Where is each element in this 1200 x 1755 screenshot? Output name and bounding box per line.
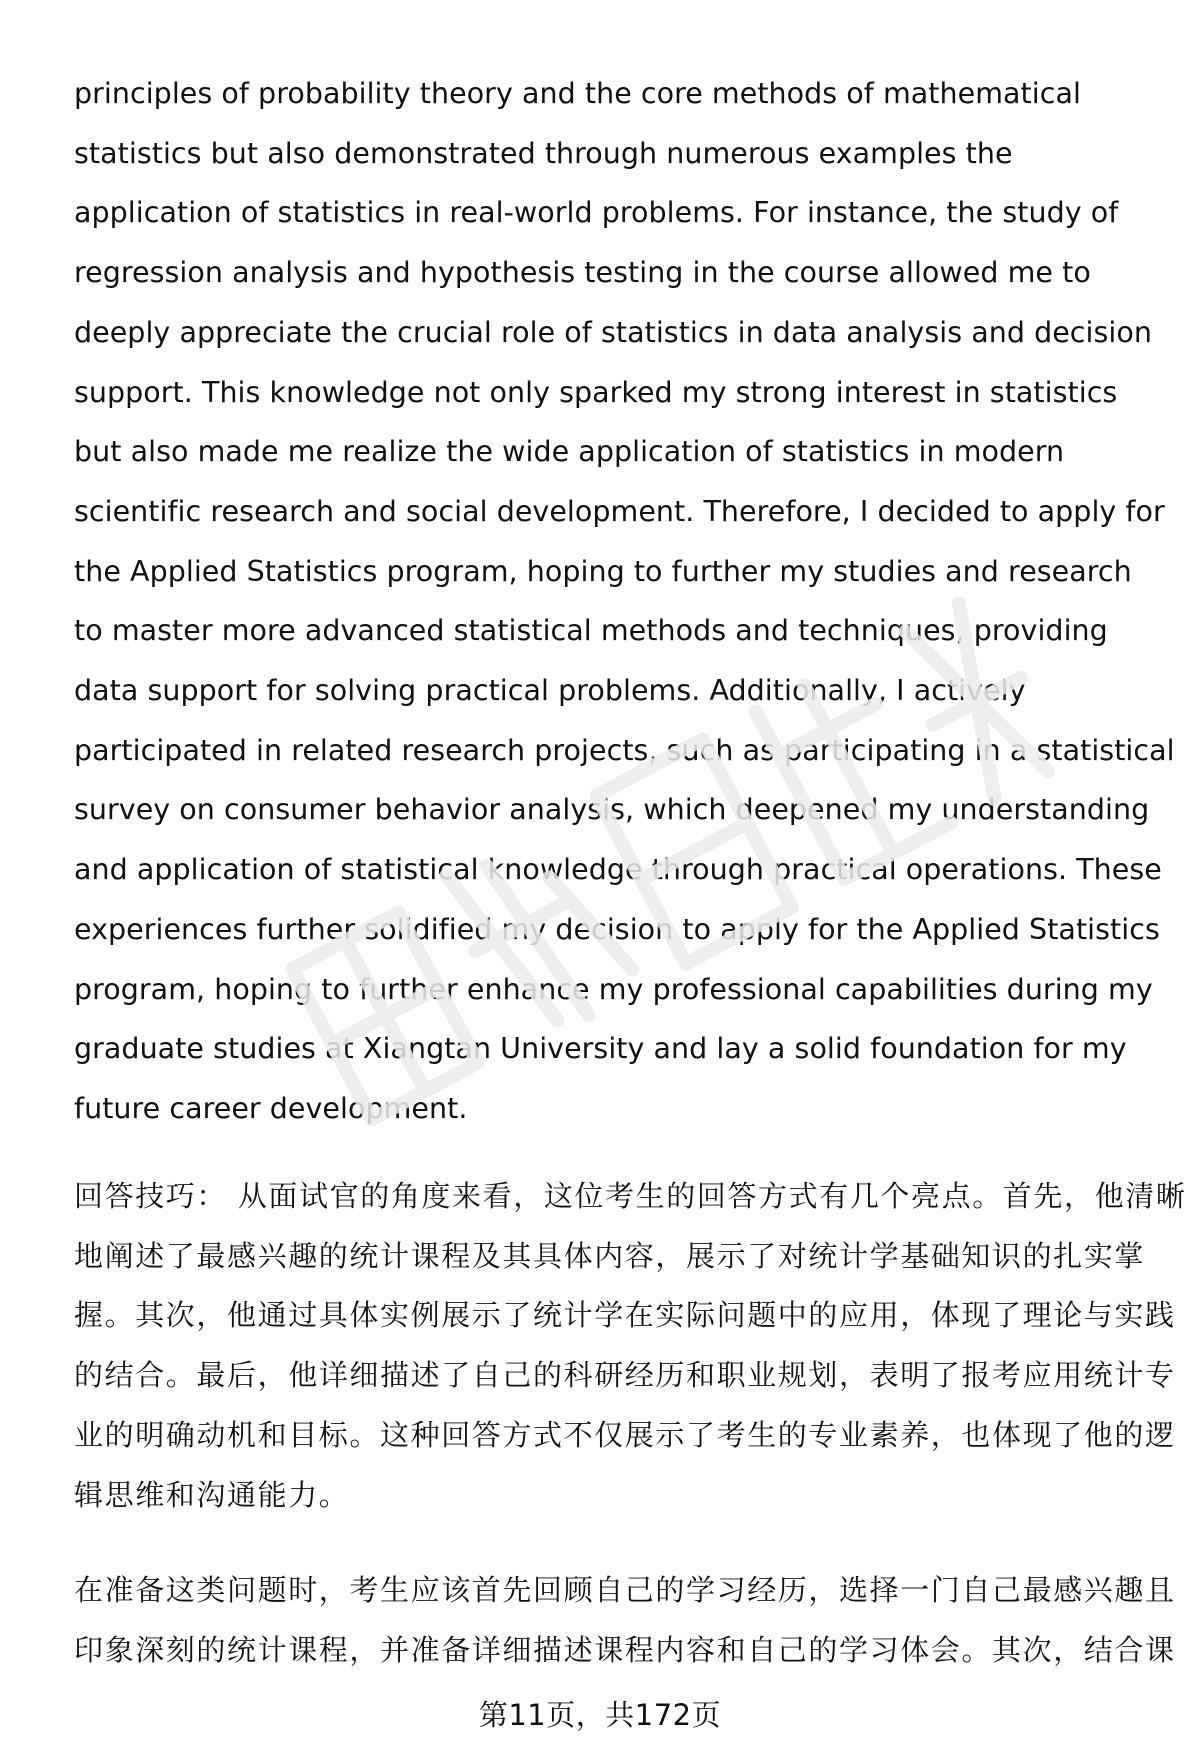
text-line: but also made me realize the wide application of statistics in modern: [74, 435, 1065, 469]
text-line: program, hoping to further enhance my professional capabilities during my: [74, 972, 1153, 1006]
text-line: application of statistics in real-world problems. For instance, the study of: [74, 196, 1119, 230]
text-line: 的结合。最后，他详细描述了自己的科研经历和职业规划，表明了报考应用统计专: [74, 1358, 1176, 1393]
text-line: 回答技巧： 从面试官的角度来看，这位考生的回答方式有几个亮点。首先，他清晰: [74, 1179, 1187, 1213]
text-line: participated in related research projects, such as participating in a statistical: [74, 733, 1175, 767]
text-line: statistics but also demonstrated through numerous examples the: [74, 136, 1013, 170]
text-line: and application of statistical knowledge through practical operations. These: [74, 853, 1162, 887]
text-line: data support for solving practical problems. Additionally, I actively: [74, 674, 1026, 708]
preparation-paragraph: [74, 1561, 1176, 1680]
text-line: graduate studies at Xiangtan University and lay a solid foundation for my: [74, 1032, 1127, 1066]
text-line: 在准备这类问题时，考生应该首先回顾自己的学习经历，选择一门自己最感兴趣且: [74, 1573, 1176, 1607]
text-line: 握。其次，他通过具体实例展示了统计学在实际问题中的应用，体现了理论与实践: [74, 1298, 1176, 1333]
text-line: future career development.: [74, 1091, 468, 1125]
text-line: 地阐述了最感兴趣的统计课程及其具体内容，展示了对统计学基础知识的扎实掌: [74, 1238, 1146, 1273]
preparation-text: [74, 1561, 1176, 1680]
text-line: regression analysis and hypothesis testing in the course allowed me to: [74, 256, 1091, 290]
text-line: 业的明确动机和目标。这种回答方式不仅展示了考生的专业素养，也体现了他的逻: [74, 1417, 1176, 1452]
text-line: 辑思维和沟通能力。: [74, 1477, 350, 1512]
text-line: principles of probability theory and the core methods of mathematical: [74, 77, 1081, 110]
english-answer-paragraph: [74, 64, 1175, 1139]
tips-text: [74, 1167, 1187, 1525]
text-line: 印象深刻的统计课程，并准备详细描述课程内容和自己的学习体会。其次，结合课: [74, 1632, 1176, 1667]
answer-body-text: [74, 64, 1175, 1139]
text-line: support. This knowledge not only sparked my strong interest in statistics: [74, 375, 1118, 409]
text-line: the Applied Statistics program, hoping to further my studies and research: [74, 554, 1132, 588]
text-line: experiences further solidified my decision to apply for the Applied Statistics: [74, 912, 1160, 946]
text-line: to master more advanced statistical methods and techniques, providing: [74, 614, 1108, 648]
text-line: survey on consumer behavior analysis, which deepened my understanding: [74, 793, 1150, 827]
page-number-footer: 第11页，共172页: [478, 1698, 722, 1732]
answer-tips-paragraph: [74, 1167, 1187, 1525]
text-line: scientific research and social development. Therefore, I decided to apply for: [74, 494, 1165, 528]
text-line: deeply appreciate the crucial role of statistics in data analysis and decision: [74, 315, 1152, 349]
